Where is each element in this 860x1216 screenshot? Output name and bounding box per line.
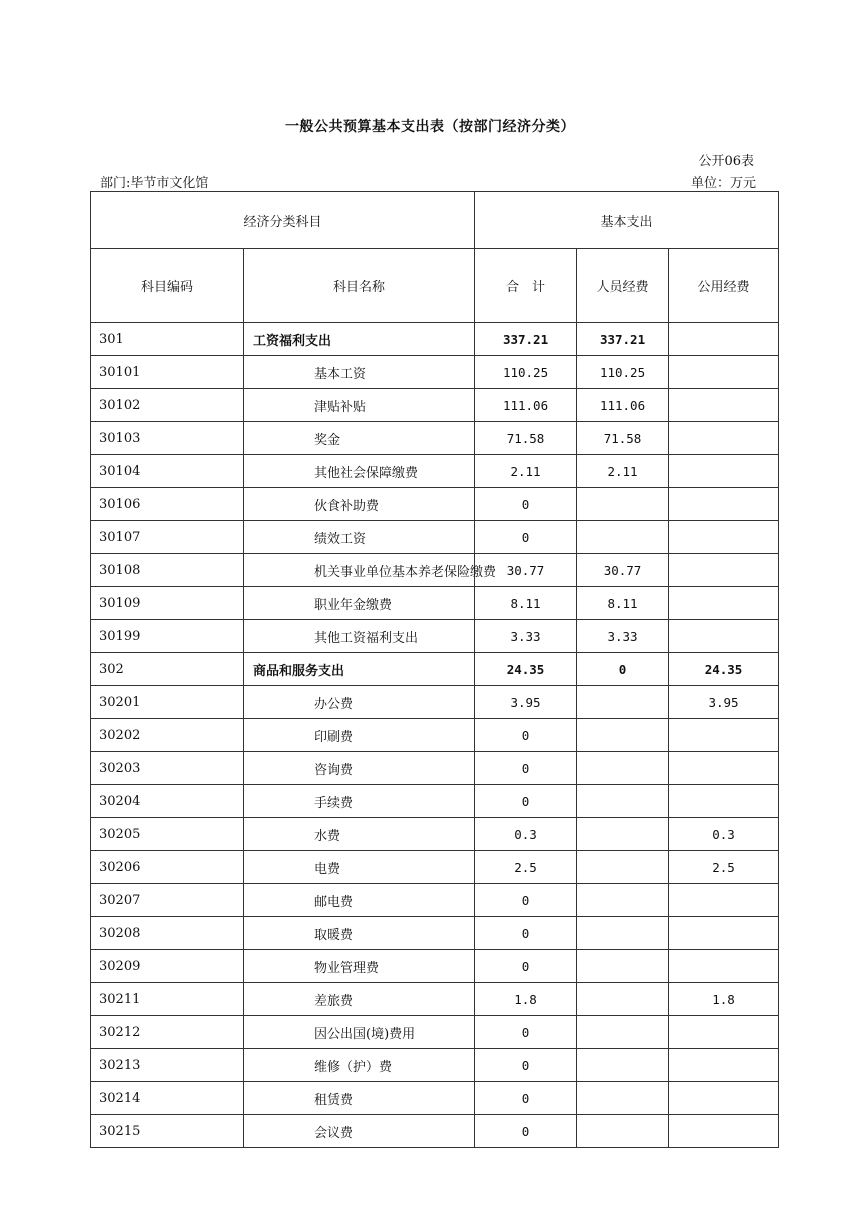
personnel-cell xyxy=(577,752,669,785)
total-cell: 0.3 xyxy=(475,818,577,851)
subject-code-cell: 30107 xyxy=(91,521,244,554)
subject-code-cell: 30108 xyxy=(91,554,244,587)
subject-code-cell: 30204 xyxy=(91,785,244,818)
total-cell: 2.11 xyxy=(475,455,577,488)
personnel-cell xyxy=(577,950,669,983)
subject-code-cell: 302 xyxy=(91,653,244,686)
table-row xyxy=(91,653,779,686)
basic-expense-header: 基本支出 xyxy=(475,192,779,249)
public-cell xyxy=(669,620,779,653)
total-cell: 111.06 xyxy=(475,389,577,422)
public-cell xyxy=(669,884,779,917)
public-cell xyxy=(669,1115,779,1148)
subject-name-cell: 机关事业单位基本养老保险缴费 xyxy=(244,554,475,587)
total-cell: 2.5 xyxy=(475,851,577,884)
subject-name-cell: 商品和服务支出 xyxy=(244,653,475,686)
table-row xyxy=(91,1016,779,1049)
table-row xyxy=(91,587,779,620)
public-cell xyxy=(669,389,779,422)
personnel-cell xyxy=(577,983,669,1016)
personnel-cell xyxy=(577,851,669,884)
public-cell xyxy=(669,1049,779,1082)
subject-code-cell: 30211 xyxy=(91,983,244,1016)
total-cell: 110.25 xyxy=(475,356,577,389)
subject-code-cell: 30203 xyxy=(91,752,244,785)
public-cell: 3.95 xyxy=(669,686,779,719)
table-row xyxy=(91,422,779,455)
total-cell: 0 xyxy=(475,917,577,950)
personnel-cell xyxy=(577,686,669,719)
total-cell: 30.77 xyxy=(475,554,577,587)
subject-code-cell: 30201 xyxy=(91,686,244,719)
subject-code-cell: 30205 xyxy=(91,818,244,851)
subject-name-cell: 物业管理费 xyxy=(244,950,475,983)
subject-name-cell: 津贴补贴 xyxy=(244,389,475,422)
subject-code-cell: 30104 xyxy=(91,455,244,488)
total-cell: 0 xyxy=(475,884,577,917)
public-cell: 24.35 xyxy=(669,653,779,686)
personnel-cell: 8.11 xyxy=(577,587,669,620)
form-code: 公开06表 xyxy=(698,154,754,169)
total-cell: 1.8 xyxy=(475,983,577,1016)
subject-name-cell: 租赁费 xyxy=(244,1082,475,1115)
subject-name-cell: 办公费 xyxy=(244,686,475,719)
table-row xyxy=(91,323,779,356)
personnel-header: 人员经费 xyxy=(577,249,669,323)
public-cell xyxy=(669,752,779,785)
personnel-cell: 3.33 xyxy=(577,620,669,653)
subject-code-cell: 30202 xyxy=(91,719,244,752)
table-row xyxy=(91,950,779,983)
personnel-cell: 110.25 xyxy=(577,356,669,389)
public-cell xyxy=(669,587,779,620)
subject-name-cell: 维修（护）费 xyxy=(244,1049,475,1082)
subject-name-cell: 工资福利支出 xyxy=(244,323,475,356)
public-cell xyxy=(669,422,779,455)
total-cell: 71.58 xyxy=(475,422,577,455)
table-row xyxy=(91,785,779,818)
subject-name-cell: 会议费 xyxy=(244,1115,475,1148)
table-row xyxy=(91,521,779,554)
personnel-cell xyxy=(577,488,669,521)
total-cell: 24.35 xyxy=(475,653,577,686)
table-row xyxy=(91,389,779,422)
personnel-cell xyxy=(577,785,669,818)
table-row xyxy=(91,884,779,917)
public-cell xyxy=(669,785,779,818)
total-header: 合 计 xyxy=(475,249,577,323)
public-cell xyxy=(669,323,779,356)
unit-label: 单位：万元 xyxy=(690,176,756,191)
table-row xyxy=(91,1082,779,1115)
subject-name-cell: 邮电费 xyxy=(244,884,475,917)
table-row xyxy=(91,488,779,521)
personnel-cell xyxy=(577,521,669,554)
subject-name-cell: 绩效工资 xyxy=(244,521,475,554)
table-row xyxy=(91,917,779,950)
public-cell xyxy=(669,950,779,983)
page-title: 一般公共预算基本支出表（按部门经济分类） xyxy=(285,119,575,135)
subject-code-cell: 30102 xyxy=(91,389,244,422)
subject-code-cell: 301 xyxy=(91,323,244,356)
total-cell: 0 xyxy=(475,785,577,818)
total-cell: 3.95 xyxy=(475,686,577,719)
expenditure-table xyxy=(90,191,779,1148)
table-row xyxy=(91,686,779,719)
personnel-cell: 337.21 xyxy=(577,323,669,356)
personnel-cell: 2.11 xyxy=(577,455,669,488)
total-cell: 0 xyxy=(475,1115,577,1148)
econ-class-header: 经济分类科目 xyxy=(91,192,475,249)
public-cell xyxy=(669,521,779,554)
public-cell xyxy=(669,455,779,488)
personnel-cell: 30.77 xyxy=(577,554,669,587)
code-header: 科目编码 xyxy=(91,249,244,323)
subject-name-cell: 手续费 xyxy=(244,785,475,818)
header-row-1 xyxy=(91,192,779,249)
subject-name-cell: 印刷费 xyxy=(244,719,475,752)
table-row xyxy=(91,1115,779,1148)
total-cell: 8.11 xyxy=(475,587,577,620)
personnel-cell: 71.58 xyxy=(577,422,669,455)
subject-name-cell: 基本工资 xyxy=(244,356,475,389)
table-row xyxy=(91,1049,779,1082)
public-cell: 2.5 xyxy=(669,851,779,884)
table-row xyxy=(91,983,779,1016)
subject-code-cell: 30109 xyxy=(91,587,244,620)
table-row xyxy=(91,620,779,653)
subject-name-cell: 水费 xyxy=(244,818,475,851)
table-row xyxy=(91,719,779,752)
personnel-cell xyxy=(577,1115,669,1148)
total-cell: 0 xyxy=(475,950,577,983)
public-cell: 0.3 xyxy=(669,818,779,851)
name-header: 科目名称 xyxy=(244,249,475,323)
total-cell: 3.33 xyxy=(475,620,577,653)
personnel-cell xyxy=(577,1049,669,1082)
public-cell xyxy=(669,1016,779,1049)
public-cell xyxy=(669,1082,779,1115)
table-row xyxy=(91,752,779,785)
personnel-cell xyxy=(577,818,669,851)
table-row xyxy=(91,851,779,884)
subject-name-cell: 因公出国(境)费用 xyxy=(244,1016,475,1049)
subject-code-cell: 30208 xyxy=(91,917,244,950)
table-row xyxy=(91,554,779,587)
subject-code-cell: 30106 xyxy=(91,488,244,521)
total-cell: 0 xyxy=(475,521,577,554)
table-row xyxy=(91,356,779,389)
total-cell: 337.21 xyxy=(475,323,577,356)
subject-name-cell: 其他工资福利支出 xyxy=(244,620,475,653)
subject-name-cell: 伙食补助费 xyxy=(244,488,475,521)
table-row xyxy=(91,818,779,851)
subject-name-cell: 奖金 xyxy=(244,422,475,455)
subject-name-cell: 职业年金缴费 xyxy=(244,587,475,620)
public-cell: 1.8 xyxy=(669,983,779,1016)
personnel-cell xyxy=(577,719,669,752)
public-cell xyxy=(669,719,779,752)
subject-code-cell: 30213 xyxy=(91,1049,244,1082)
subject-name-cell: 电费 xyxy=(244,851,475,884)
public-cell xyxy=(669,554,779,587)
personnel-cell: 0 xyxy=(577,653,669,686)
personnel-cell xyxy=(577,917,669,950)
total-cell: 0 xyxy=(475,719,577,752)
subject-name-cell: 取暖费 xyxy=(244,917,475,950)
subject-code-cell: 30199 xyxy=(91,620,244,653)
public-cell xyxy=(669,917,779,950)
personnel-cell: 111.06 xyxy=(577,389,669,422)
subject-code-cell: 30215 xyxy=(91,1115,244,1148)
total-cell: 0 xyxy=(475,1049,577,1082)
subject-code-cell: 30101 xyxy=(91,356,244,389)
total-cell: 0 xyxy=(475,1082,577,1115)
total-cell: 0 xyxy=(475,752,577,785)
subject-name-cell: 咨询费 xyxy=(244,752,475,785)
personnel-cell xyxy=(577,1016,669,1049)
subject-code-cell: 30207 xyxy=(91,884,244,917)
department-label: 部门:毕节市文化馆 xyxy=(100,176,209,191)
subject-code-cell: 30103 xyxy=(91,422,244,455)
public-cell xyxy=(669,356,779,389)
public-header: 公用经费 xyxy=(669,249,779,323)
subject-code-cell: 30212 xyxy=(91,1016,244,1049)
subject-code-cell: 30209 xyxy=(91,950,244,983)
personnel-cell xyxy=(577,884,669,917)
total-cell: 0 xyxy=(475,488,577,521)
public-cell xyxy=(669,488,779,521)
table-row xyxy=(91,455,779,488)
total-cell: 0 xyxy=(475,1016,577,1049)
subject-code-cell: 30214 xyxy=(91,1082,244,1115)
subject-code-cell: 30206 xyxy=(91,851,244,884)
subject-name-cell: 其他社会保障缴费 xyxy=(244,455,475,488)
personnel-cell xyxy=(577,1082,669,1115)
subject-name-cell: 差旅费 xyxy=(244,983,475,1016)
